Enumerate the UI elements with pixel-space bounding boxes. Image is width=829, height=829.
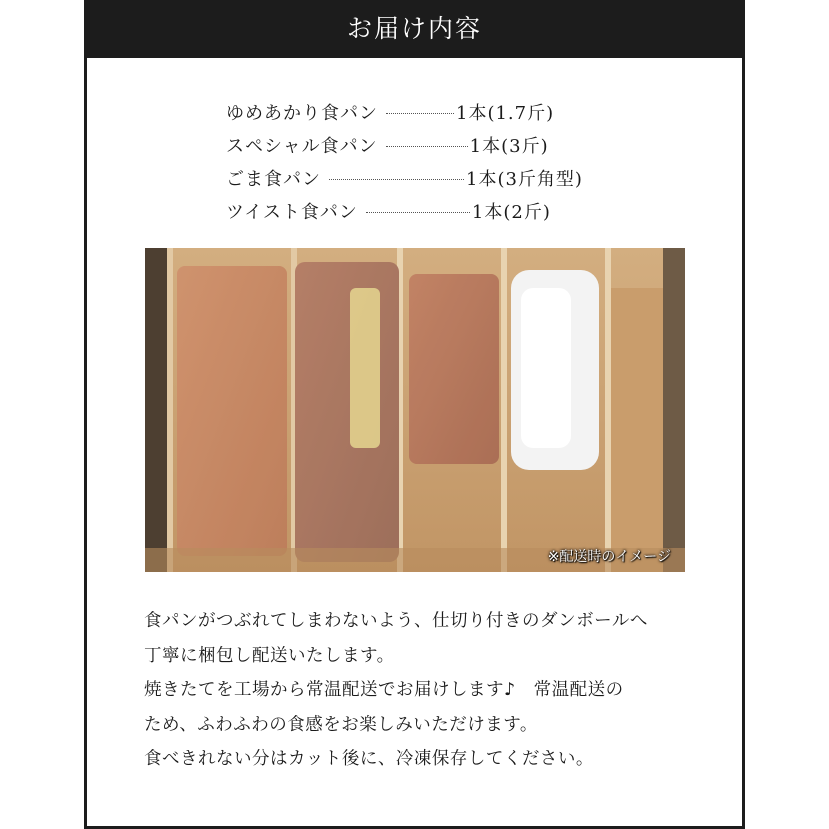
description-line: 丁寧に梱包し配送いたします。 <box>144 645 395 666</box>
list-item <box>226 161 626 194</box>
description-line: 焼きたてを工場から常温配送でお届けします♪ 常温配送の <box>144 680 624 700</box>
leader-dots <box>366 212 470 213</box>
item-name: ゆめあかり食パン <box>226 102 378 124</box>
leader-dots <box>386 113 454 114</box>
bread-box-illustration <box>145 248 685 572</box>
section-title: お届け内容 <box>346 14 482 43</box>
list-item <box>226 194 626 227</box>
item-quantity: 1本(1.7斤) <box>456 102 555 124</box>
item-name: ごま食パン <box>226 168 321 190</box>
item-quantity: 1本(2斤) <box>471 201 551 223</box>
item-list <box>226 95 626 227</box>
item-name: ツイスト食パン <box>226 201 358 223</box>
leader-dots <box>329 179 464 180</box>
description <box>144 604 704 777</box>
description-line: 食パンがつぶれてしまわないよう、仕切り付きのダンボールへ <box>144 611 648 631</box>
item-quantity: 1本(3斤) <box>469 135 549 157</box>
bread-box-photo <box>145 248 685 572</box>
item-name: スペシャル食パン <box>226 135 378 157</box>
section-header <box>84 0 745 58</box>
description-line: ため、ふわふわの食感をお楽しみいただけます。 <box>144 714 538 735</box>
photo-caption: ※配送時のイメージ <box>547 549 671 565</box>
list-item <box>226 95 626 128</box>
leader-dots <box>386 146 468 147</box>
list-item <box>226 128 626 161</box>
description-line: 食べきれない分はカット後に、冷凍保存してください。 <box>144 749 594 769</box>
item-quantity: 1本(3斤角型) <box>466 168 583 190</box>
